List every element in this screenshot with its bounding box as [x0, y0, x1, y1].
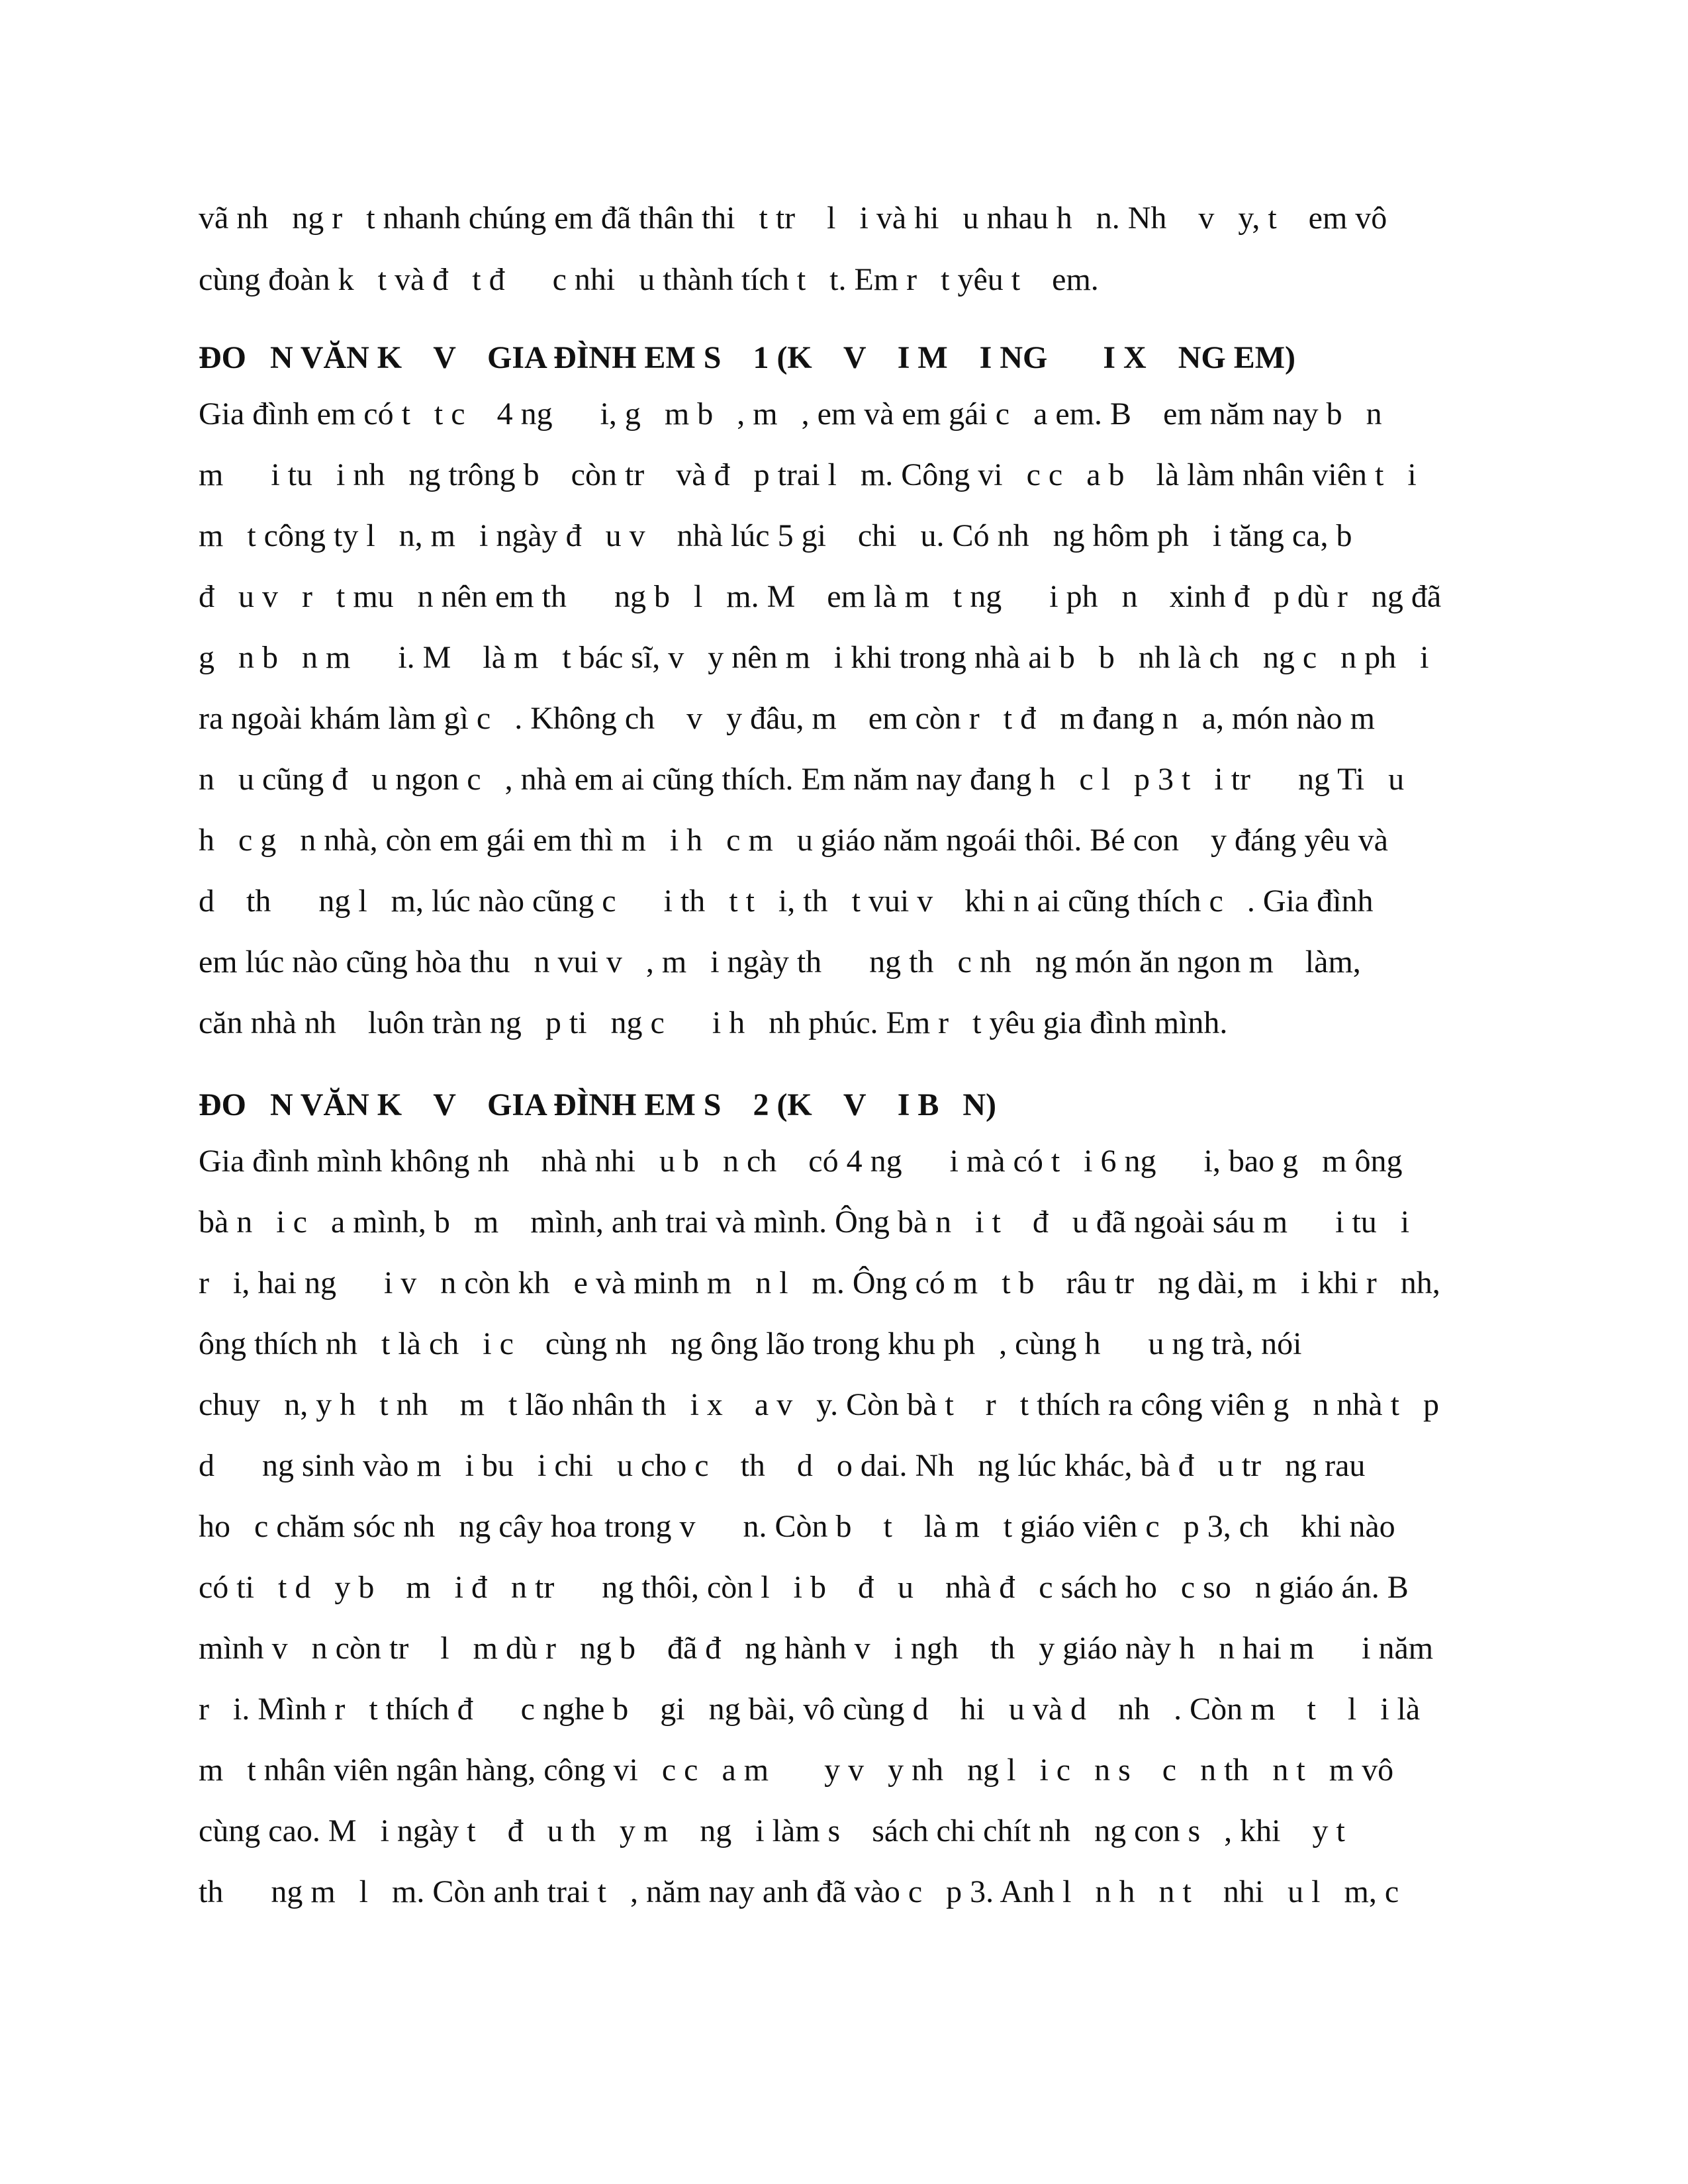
section1-line-7: n u cũng đ u ngon c , nhà em ai cũng thích. Em năm nay đang h c l p 3 t i tr ng Ti u [199, 762, 1405, 797]
section2-line-7: ho c chăm sóc nh ng cây hoa trong v n. Còn b t là m t giáo viên c p 3, ch khi nào [199, 1509, 1395, 1544]
section2-line-12: cùng cao. M i ngày t đ u th y m ng i làm s sách chi chít nh ng con s , khi y t [199, 1813, 1345, 1848]
section1-heading: ĐO N VĂN K V GIA ĐÌNH EM S 1 (K V I M I NG I X NG EM) [199, 340, 1296, 375]
section2-line-2: bà n i c a mình, b m mình, anh trai và mình. Ông bà n i t đ u đã ngoài sáu m i tu i [199, 1205, 1410, 1240]
intro-line-1: vã nh ng r t nhanh chúng em đã thân thi t tr l i và hi u nhau h n. Nh v y, t em vô [199, 201, 1387, 236]
section2-line-5: chuy n, y h t nh m t lão nhân th i x a v y. Còn bà t r t thích ra công viên g n nhà t p [199, 1387, 1439, 1422]
section1-line-5: g n b n m i. M là m t bác sĩ, v y nên m i khi trong nhà ai b b nh là ch ng c n ph i [199, 640, 1429, 675]
intro-line-2: cùng đoàn k t và đ t đ c nhi u thành tích t t. Em r t yêu t em. [199, 262, 1099, 297]
section1-line-8: h c g n nhà, còn em gái em thì m i h c m u giáo năm ngoái thôi. Bé con y đáng yêu và [199, 823, 1388, 858]
section1-line-2: m i tu i nh ng trông b còn tr và đ p trai l m. Công vi c c a b là làm nhân viên t i [199, 457, 1417, 492]
section2-line-6: d ng sinh vào m i bu i chi u cho c th d o dai. Nh ng lúc khác, bà đ u tr ng rau [199, 1448, 1366, 1483]
section1-line-9: d th ng l m, lúc nào cũng c i th t t i, th t vui v khi n ai cũng thích c . Gia đình [199, 884, 1374, 919]
section2-line-4: ông thích nh t là ch i c cùng nh ng ông lão trong khu ph , cùng h u ng trà, nói [199, 1326, 1302, 1361]
section1-line-3: m t công ty l n, m i ngày đ u v nhà lúc 5 gi chi u. Có nh ng hôm ph i tăng ca, b [199, 518, 1352, 553]
section2-line-11: m t nhân viên ngân hàng, công vi c c a m y v y nh ng l i c n s c n th n t m vô [199, 1752, 1394, 1788]
section1-line-4: đ u v r t mu n nên em th ng b l m. M em là m t ng i ph n xinh đ p dù r ng đã [199, 579, 1442, 614]
section2-line-3: r i, hai ng i v n còn kh e và minh m n l m. Ông có m t b râu tr ng dài, m i khi r nh, [199, 1265, 1440, 1300]
section2-line-10: r i. Mình r t thích đ c nghe b gi ng bài, vô cùng d hi u và d nh . Còn m t l i là [199, 1692, 1421, 1727]
section1-line-10: em lúc nào cũng hòa thu n vui v , m i ngày th ng th c nh ng món ăn ngon m làm, [199, 944, 1361, 979]
section1-line-1: Gia đình em có t t c 4 ng i, g m b , m , em và em gái c a em. B em năm nay b n [199, 396, 1382, 432]
section2-line-8: có ti t d y b m i đ n tr ng thôi, còn l i b đ u nhà đ c sách ho c so n giáo án. B [199, 1570, 1409, 1605]
section2-heading: ĐO N VĂN K V GIA ĐÌNH EM S 2 (K V I B N) [199, 1087, 997, 1122]
section2-line-9: mình v n còn tr l m dù r ng b đã đ ng hành v i ngh th y giáo này h n hai m i năm [199, 1631, 1434, 1666]
section2-line-1: Gia đình mình không nh nhà nhi u b n ch có 4 ng i mà có t i 6 ng i, bao g m ông [199, 1144, 1403, 1179]
section1-line-11: căn nhà nh luôn tràn ng p ti ng c i h nh phúc. Em r t yêu gia đình mình. [199, 1005, 1228, 1040]
section1-line-6: ra ngoài khám làm gì c . Không ch v y đâu, m em còn r t đ m đang n a, món nào m [199, 701, 1375, 736]
section2-line-13: th ng m l m. Còn anh trai t , năm nay anh đã vào c p 3. Anh l n h n t nhi u l m, c [199, 1874, 1399, 1909]
